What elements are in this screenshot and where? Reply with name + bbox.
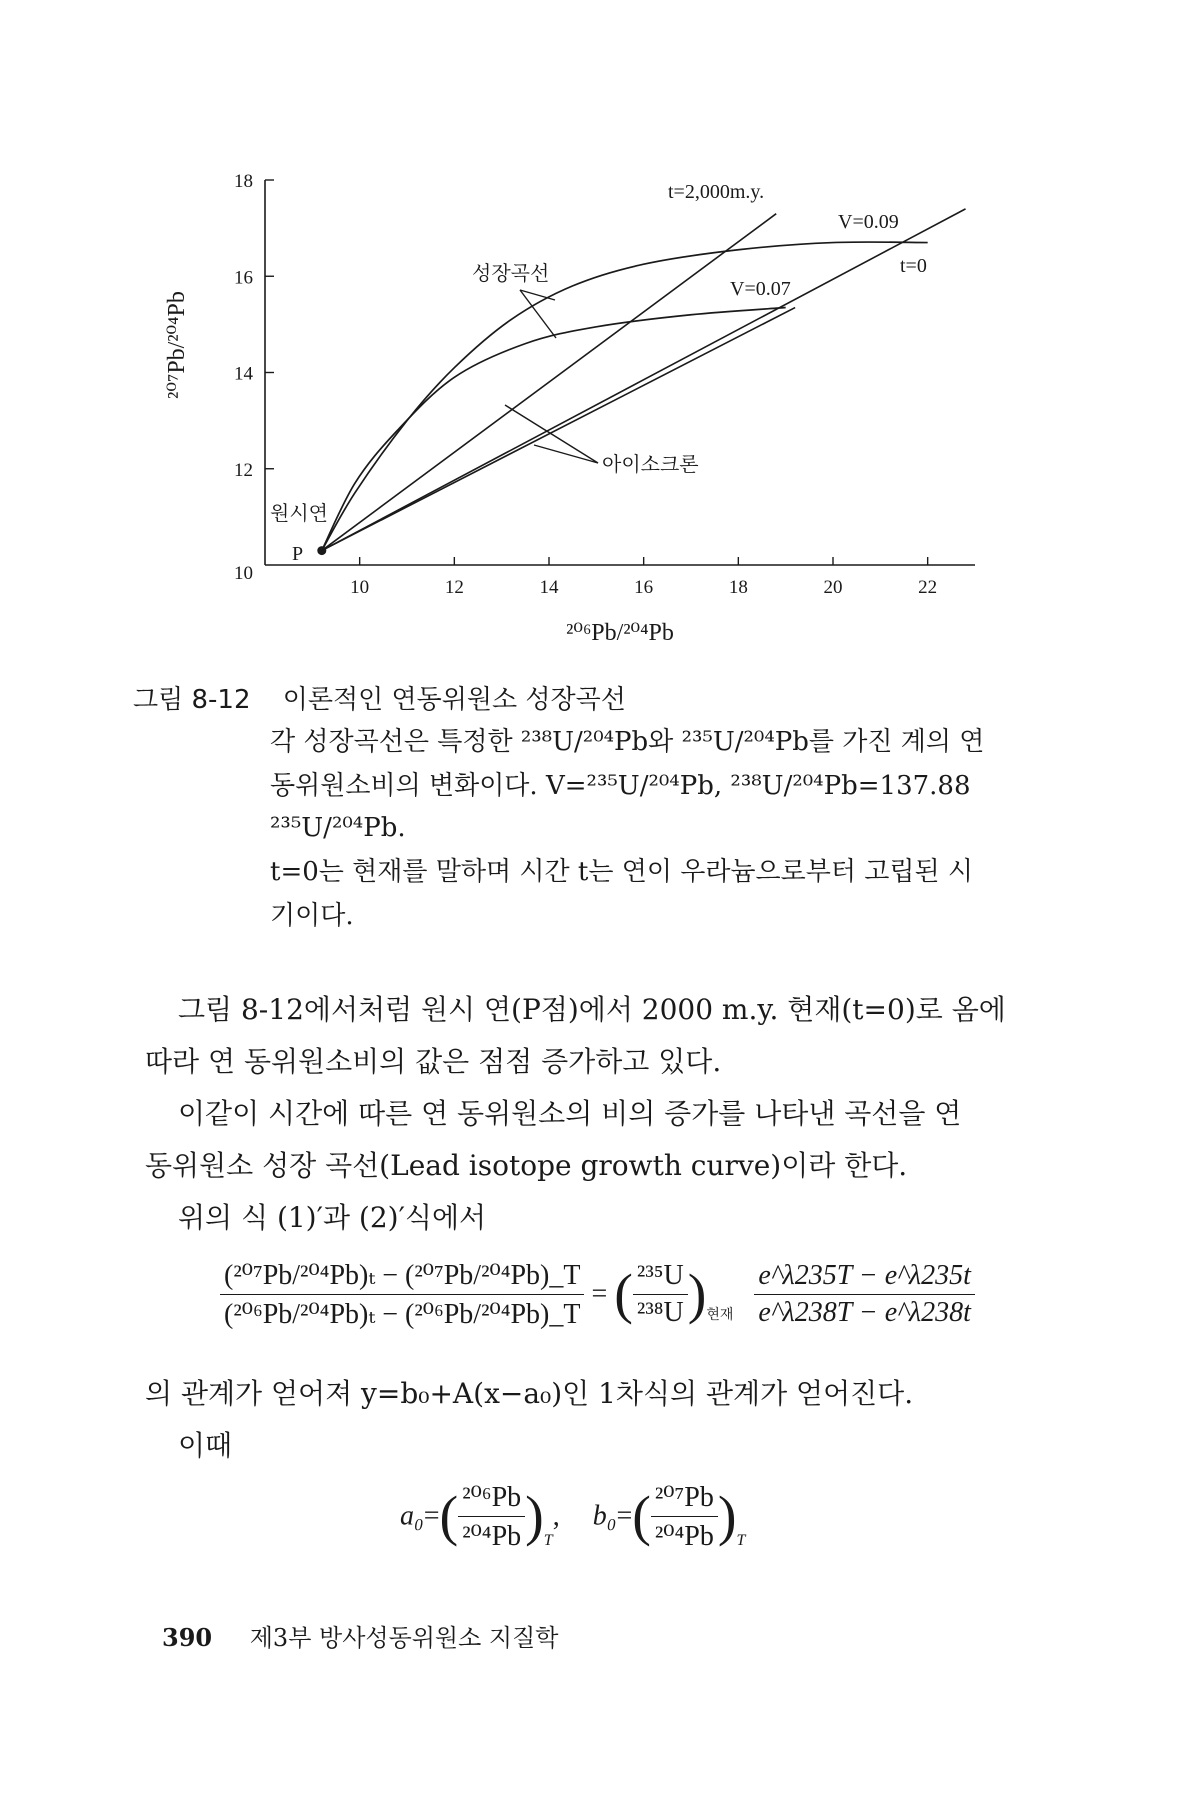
- eq2-b0-fraction: [651, 1480, 718, 1553]
- eq2-a0: a₀: [400, 1500, 424, 1532]
- isochron-line-2: [322, 308, 795, 551]
- curve-v009-label: V=0.09: [838, 211, 899, 233]
- x-tick-label: 16: [634, 577, 654, 598]
- curve-v007-label: V=0.07: [730, 278, 791, 300]
- x-tick-label: 22: [918, 577, 938, 598]
- x-tick-label: 20: [823, 577, 843, 598]
- eq1-ratio-subscript: 현재: [706, 1306, 734, 1323]
- isochron-callout-leader: [505, 405, 598, 463]
- growth-callout-leader: [520, 290, 555, 300]
- paragraph-1-line-1: 그림 8-12에서처럼 원시 연(P점)에서 2000 m.y. 현재(t=0)로 옴에: [178, 993, 1006, 1026]
- figure-number: 그림 8-12: [133, 685, 251, 715]
- y-tick-label: 12: [234, 459, 253, 481]
- eq2-b0-den: ²⁰⁴Pb: [654, 1521, 714, 1552]
- x-axis-label: ²⁰⁶Pb/²⁰⁴Pb: [566, 620, 674, 646]
- eq2-b0-num: ²⁰⁷Pb: [651, 1480, 718, 1517]
- growth-curve-callout: 성장곡선: [472, 263, 550, 285]
- caption-line-4: t=0는 현재를 말하며 시간 t는 연이 우라늄으로부터 고립된 시: [270, 857, 974, 887]
- paragraph-4-line-2: 이때: [178, 1429, 233, 1462]
- isochron-t0-label: t=0: [900, 255, 927, 277]
- x-tick-label: 14: [539, 577, 559, 598]
- page-number: 390: [162, 1623, 213, 1652]
- paragraph-2-line-1: 이같이 시간에 따른 연 동위원소의 비의 증가를 나타낸 곡선을 연: [178, 1097, 962, 1130]
- eq2-a0-fraction: [458, 1480, 525, 1553]
- paragraph-1-line-2: 따라 연 동위원소비의 값은 점점 증가하고 있다.: [145, 1045, 722, 1078]
- equation-1: $\frac{\text{(²⁰⁷Pb/²⁰⁴Pb)ₜ − (²⁰⁷Pb/²⁰⁴Pb)\_T}}{\text{(²⁰⁶Pb/²⁰⁴Pb)ₜ − (²⁰⁶Pb/²⁰⁴Pb)\_T}}$ = ( $\frac{\text{²³⁵U}}{\text{²³⁸U}}$ )$_{현재}$ $\frac{e\^{}\lambda 235T - e\^{}\lambda 235t}{e\^{}\lambda 238T - e\^{}\lambda 238t}$: [220, 1258, 975, 1331]
- x-tick-label: 10: [350, 577, 370, 598]
- eq1-exponential-fraction: [754, 1260, 974, 1329]
- running-footer: 제3부 방사성동위원소 지질학: [249, 1624, 559, 1652]
- figure-caption-title: [133, 680, 626, 720]
- figure-title: 이론적인 연동위원소 성장곡선: [282, 685, 626, 715]
- eq1-ratio-den: ²³⁸U: [636, 1297, 684, 1328]
- eq1-uranium-ratio: [633, 1260, 688, 1329]
- eq1-exp-den: e^λ238T − e^λ238t: [758, 1297, 971, 1328]
- caption-line-3: ²³⁵U/²⁰⁴Pb.: [270, 813, 406, 843]
- y-tick-label: 10: [234, 563, 253, 584]
- isochron-callout: 아이소크론: [602, 454, 699, 476]
- eq1-denominator: (²⁰⁶Pb/²⁰⁴Pb)ₜ − (²⁰⁶Pb/²⁰⁴Pb)_T: [224, 1299, 581, 1330]
- paragraph-4-line-1: 의 관계가 얻어져 y=b₀+A(x−a₀)인 1차식의 관계가 얻어진다.: [145, 1377, 914, 1410]
- eq2-b0-subscript: T: [736, 1531, 746, 1549]
- growth-callout-leader-2: [520, 290, 556, 338]
- isochron-t2000-label: t=2,000m.y.: [668, 181, 765, 203]
- growth-curve-figure: [0, 0, 1200, 700]
- origin-point-label: P: [292, 543, 304, 565]
- x-tick-label: 18: [728, 577, 748, 598]
- paragraph-2-line-2: 동위원소 성장 곡선(Lead isotope growth curve)이라 한다.: [145, 1149, 908, 1182]
- chart-curves: [317, 209, 965, 555]
- eq1-exp-num: e^λ235T − e^λ235t: [754, 1260, 974, 1295]
- eq1-main-fraction: [220, 1258, 584, 1331]
- origin-point: [317, 546, 326, 555]
- caption-line-2: 동위원소비의 변화이다. V=²³⁵U/²⁰⁴Pb, ²³⁸U/²⁰⁴Pb=137.88: [270, 771, 971, 801]
- equation-2: a₀=( $\frac{\text{²⁰⁶Pb}}{\text{²⁰⁴Pb}}$ )$_T$, b₀=( $\frac{\text{²⁰⁷Pb}}{\text{²⁰⁴Pb}}$ )$_T$: [400, 1482, 746, 1552]
- y-tick-label: 16: [234, 267, 253, 289]
- caption-line-1: 각 성장곡선은 특정한 ²³⁸U/²⁰⁴Pb와 ²³⁵U/²⁰⁴Pb를 가진 계의 연: [270, 727, 985, 757]
- y-axis-label: ²⁰⁷Pb/²⁰⁴Pb: [164, 291, 190, 399]
- eq1-numerator: (²⁰⁷Pb/²⁰⁴Pb)ₜ − (²⁰⁷Pb/²⁰⁴Pb)_T: [220, 1258, 584, 1295]
- isochron-callout-leader-2: [534, 445, 598, 463]
- eq2-b0: b₀: [592, 1500, 617, 1532]
- x-tick-label: 12: [444, 577, 464, 598]
- eq2-a0-num: ²⁰⁶Pb: [458, 1480, 525, 1517]
- callout-lines: [505, 290, 598, 463]
- isochron-line-1: [322, 209, 966, 551]
- page-footer: [162, 1618, 559, 1653]
- paragraph-3: 위의 식 (1)′과 (2)′식에서: [178, 1201, 487, 1234]
- eq1-ratio-num: ²³⁵U: [633, 1260, 688, 1295]
- y-tick-label: 18: [234, 171, 253, 192]
- y-tick-label: 14: [234, 363, 253, 385]
- eq2-a0-den: ²⁰⁴Pb: [462, 1521, 522, 1552]
- primordial-lead-label: 원시연: [270, 503, 328, 525]
- eq2-a0-subscript: T: [543, 1531, 553, 1549]
- caption-line-5: 기이다.: [270, 901, 354, 931]
